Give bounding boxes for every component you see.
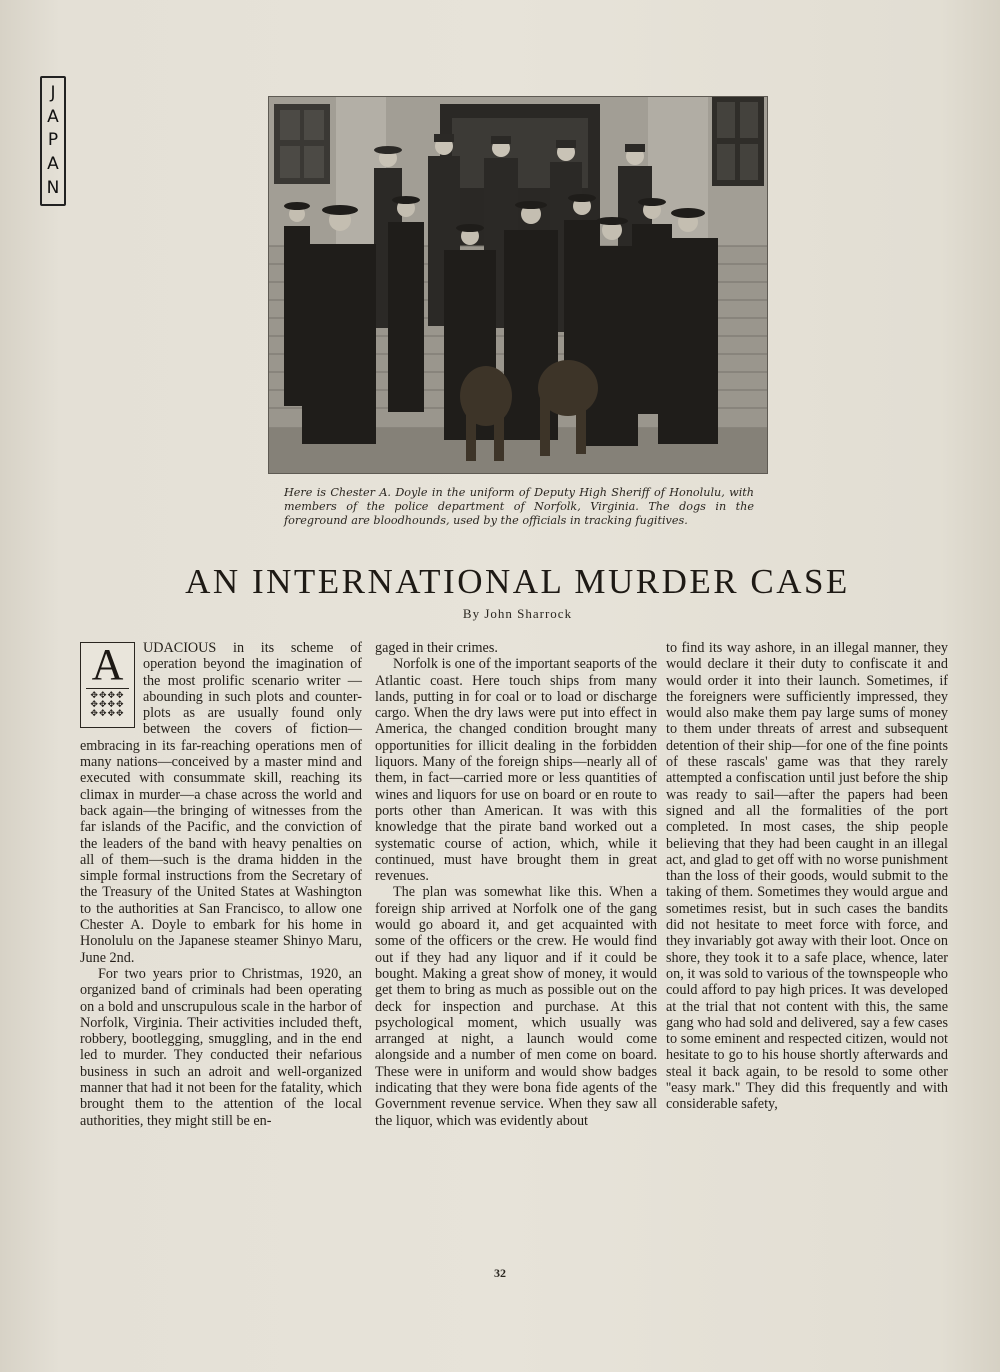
article-paragraph: gaged in their crimes.	[375, 640, 498, 656]
section-label-letter: P	[47, 130, 59, 151]
article-column-2	[375, 640, 657, 1129]
group-photograph	[268, 96, 768, 474]
article-paragraph: For two years prior to Christmas, 1920, an organized band of criminals had been operating on a bold and unscrupulous scale in the harbor of Norfolk, Virginia. Their activities included theft, robbery, bootlegging, smuggling, and in the end led to murder. They conducted their nefarious business in such an adroit and well-organized manner that had it not been for the fatality, which brought them to the attention of the local authorities, they might still be en-	[80, 965, 362, 1129]
section-label-japan	[40, 76, 66, 206]
page-number: 32	[494, 1266, 506, 1280]
drop-cap	[80, 642, 135, 728]
section-label-letter: N	[46, 177, 60, 198]
article-paragraph: to find its way ashore, in an illegal manner, they would declare it their duty to confiscate it and would order it into their launch. Sometimes, if the foreigners were sufficiently impressed, they would also make them pay large sums of money to them under threats of arrest and subsequent detention of their ship—for one of the fine points of these rascals' game was that they rarely attempted a confiscation until just before the ship was ready to sail—after the papers had been signed and all the formalities of the port completed. In most cases, the ship people believing that they had been caught in an illegal act, and glad to get off with no worse punishment than the loss of their goods, would submit to the taking of them. Sometimes they would argue and sometimes resist, but in such cases the bandits did not hesitate to meet force with force, and they invariably got away with their loot. Once on shore, they took it to a safe place, whence, later on, it was sold to various of the townspeople who could afford to pay high prices. It was developed at the trial that not content with this, the same gang who had sold and delivered, say a few cases to some eminent and respected citizen, would not hesitate to go to his house shortly afterwards and steal it back again, to be resold to some other ''easy mark.'' They did this frequently and with considerable safety,	[666, 640, 948, 1113]
article-title: AN INTERNATIONAL MURDER CASE	[185, 562, 850, 601]
article-paragraph: UDACIOUS in its scheme of operation beyond the imagination of the most prolific scenario writer — abounding in such plots and counter-plots as are usually found only between the covers of fiction—embracing in its far-reaching operations men of many nations—conceived by a master mind and executed with consummate skill, reaching its climax in murder—a chase across the world and back again—the bringing of witnesses from the far islands of the Pacific, and the conviction of the leaders of the band with heavy penalties on all of them—such is the drama hidden in the simple formal instructions from the Secretary of the Treasury of the United States at Washington to the authorities at San Francisco, to allow one Chester A. Doyle to embark for his home in Honolulu on the Japanese steamer Shinyo Maru, June 2nd.	[80, 640, 362, 966]
article-column-1	[80, 640, 362, 1129]
drop-cap-ornament	[86, 688, 129, 722]
section-label-letter: A	[47, 106, 59, 127]
article-paragraph: Norfolk is one of the important seaports of the Atlantic coast. Here touch ships from many lands, putting in for coal or to load or discharge cargo. When the dry laws were put into effect in America, the changed condition brought many opportunities for illicit dealing in the forbidden liquors. Many of the foreign ships—nearly all of them, in fact—carried more or less quantities of wines and liquors for use on board or en route to ports other than American. It was with this knowledge that the pirate band worked out a systematic course of action, which, while it continued, must have brought them in great revenues.	[375, 656, 657, 885]
drop-cap-letter: A	[91, 640, 124, 689]
section-label-letter: A	[47, 154, 59, 175]
article-column-3	[666, 640, 948, 1113]
drop-cap-ornament-row: ✥✥✥✥	[90, 709, 125, 719]
drop-cap-ornament-row: ✥✥✥✥	[90, 700, 125, 710]
group-photo-illustration	[268, 96, 768, 474]
drop-cap-ornament-row: ✥✥✥✥	[90, 691, 125, 701]
article-byline: By John Sharrock	[462, 606, 573, 621]
section-label-letter: J	[50, 83, 56, 104]
photo-caption: Here is Chester A. Doyle in the uniform of Deputy High Sheriff of Honolulu, with members of the police department of Norfolk, Virginia. The dogs in the foreground are bloodhounds, used by the officials in tracking fugitives.	[284, 486, 754, 527]
article-paragraph: The plan was somewhat like this. When a foreign ship arrived at Norfolk one of the gang would go aboard it, and get acquainted with some of the officers or the crew. He would find out if they had any liquor and if it could be bought. Making a great show of money, it would get them to bring as much as possible out on the deck for inspection and purchase. At this psychological moment, which usually was arranged at night, a launch would come alongside and a number of men come on board. These were in uniform and would show badges indicating that they were bona fide agents of the Government revenue service. When they saw all the liquor, which was evidently about	[375, 884, 657, 1129]
